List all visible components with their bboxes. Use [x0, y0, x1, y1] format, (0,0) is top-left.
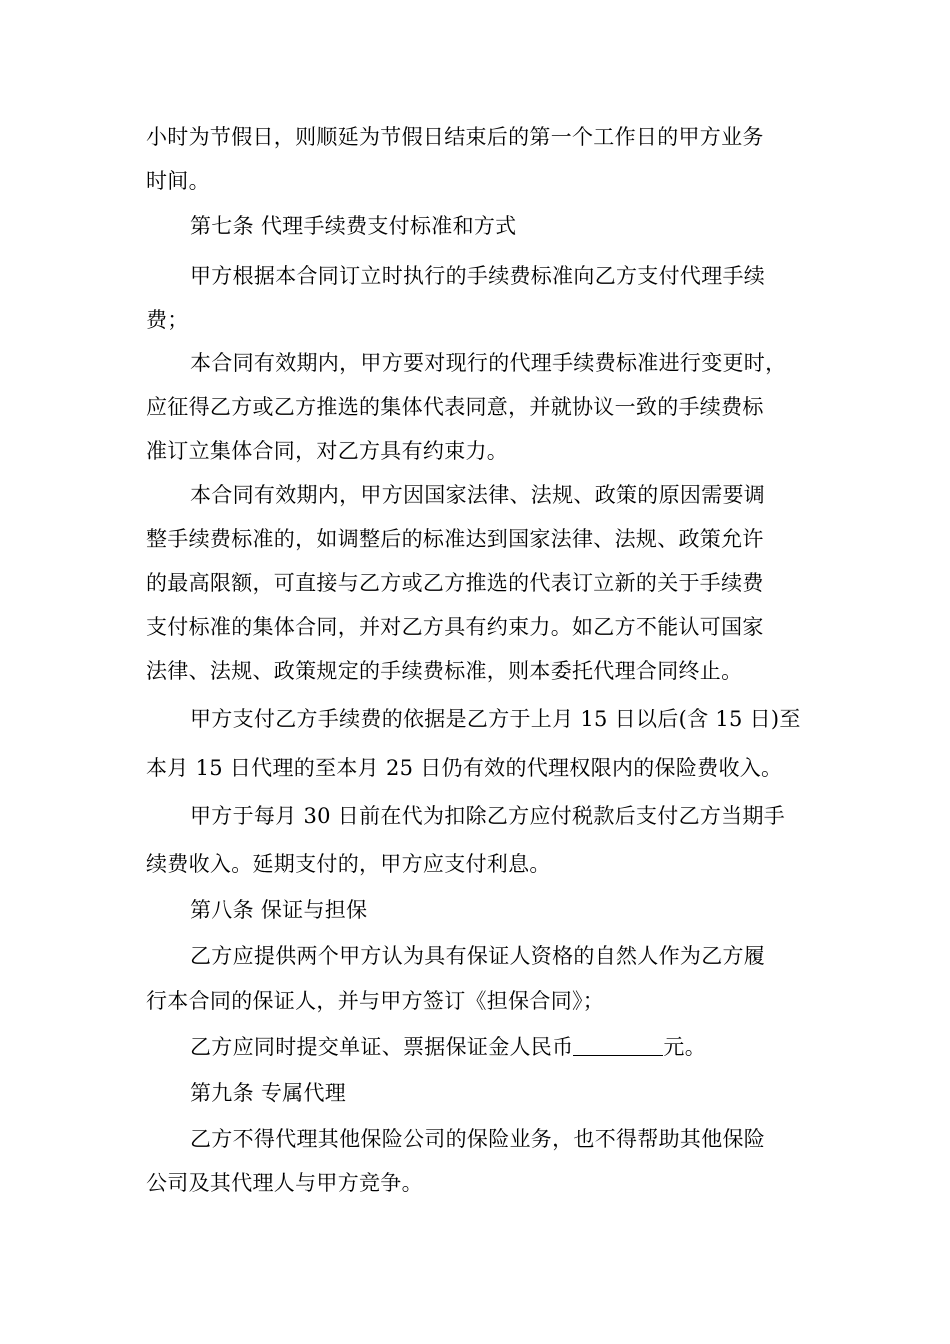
currency-unit: 元。 [663, 1035, 707, 1059]
paragraph-line: 时间。 [146, 169, 210, 193]
paragraph-line: 本合同有效期内，甲方因国家法律、法规、政策的原因需要调 [190, 483, 766, 507]
paragraph-line: 乙方不得代理其他保险公司的保险业务，也不得帮助其他保险 [190, 1127, 766, 1151]
paragraph-line: 行本合同的保证人，并与甲方签订《担保合同》； [146, 989, 605, 1013]
paragraph-line: 法律、法规、政策规定的手续费标准，则本委托代理合同终止。 [146, 659, 743, 683]
section-heading: 第七条 代理手续费支付标准和方式 [190, 214, 517, 238]
paragraph-line: 费； [146, 308, 189, 332]
paragraph-line: 甲方于每月 30 日前在代为扣除乙方应付税款后支付乙方当期手 [190, 804, 786, 828]
paragraph-line: 本月 15 日代理的至本月 25 日仍有效的代理权限内的保险费收入。 [146, 756, 783, 780]
document-page [146, 0, 806, 1344]
paragraph-line: 甲方支付乙方手续费的依据是乙方于上月 15 日以后(含 15 日)至 [190, 707, 801, 731]
paragraph-line: 准订立集体合同，对乙方具有约束力。 [146, 439, 509, 463]
paragraph-line: 支付标准的集体合同，并对乙方具有约束力。如乙方不能认可国家 [146, 615, 764, 639]
paragraph-line: 甲方根据本合同订立时执行的手续费标准向乙方支付代理手续 [190, 264, 766, 288]
paragraph-line: 整手续费标准的，如调整后的标准达到国家法律、法规、政策允许 [146, 527, 764, 551]
paragraph-line: 应征得乙方或乙方推选的集体代表同意，并就协议一致的手续费标 [146, 395, 764, 419]
paragraph-line: 公司及其代理人与甲方竞争。 [146, 1171, 423, 1195]
paragraph-line: 小时为节假日，则顺延为节假日结束后的第一个工作日的甲方业务 [146, 125, 764, 149]
section-heading: 第九条 专属代理 [190, 1081, 347, 1105]
paragraph-line [190, 1034, 706, 1060]
amount-blank [573, 1035, 663, 1056]
section-heading: 第八条 保证与担保 [190, 898, 368, 922]
paragraph-line: 的最高限额，可直接与乙方或乙方推选的代表订立新的关于手续费 [146, 571, 764, 595]
paragraph-line: 续费收入。延期支付的，甲方应支付利息。 [146, 852, 551, 876]
guarantee-text: 乙方应同时提交单证、票据保证金人民币 [190, 1035, 574, 1059]
paragraph-line: 本合同有效期内，甲方要对现行的代理手续费标准进行变更时， [190, 351, 787, 375]
paragraph-line: 乙方应提供两个甲方认为具有保证人资格的自然人作为乙方履 [190, 944, 766, 968]
